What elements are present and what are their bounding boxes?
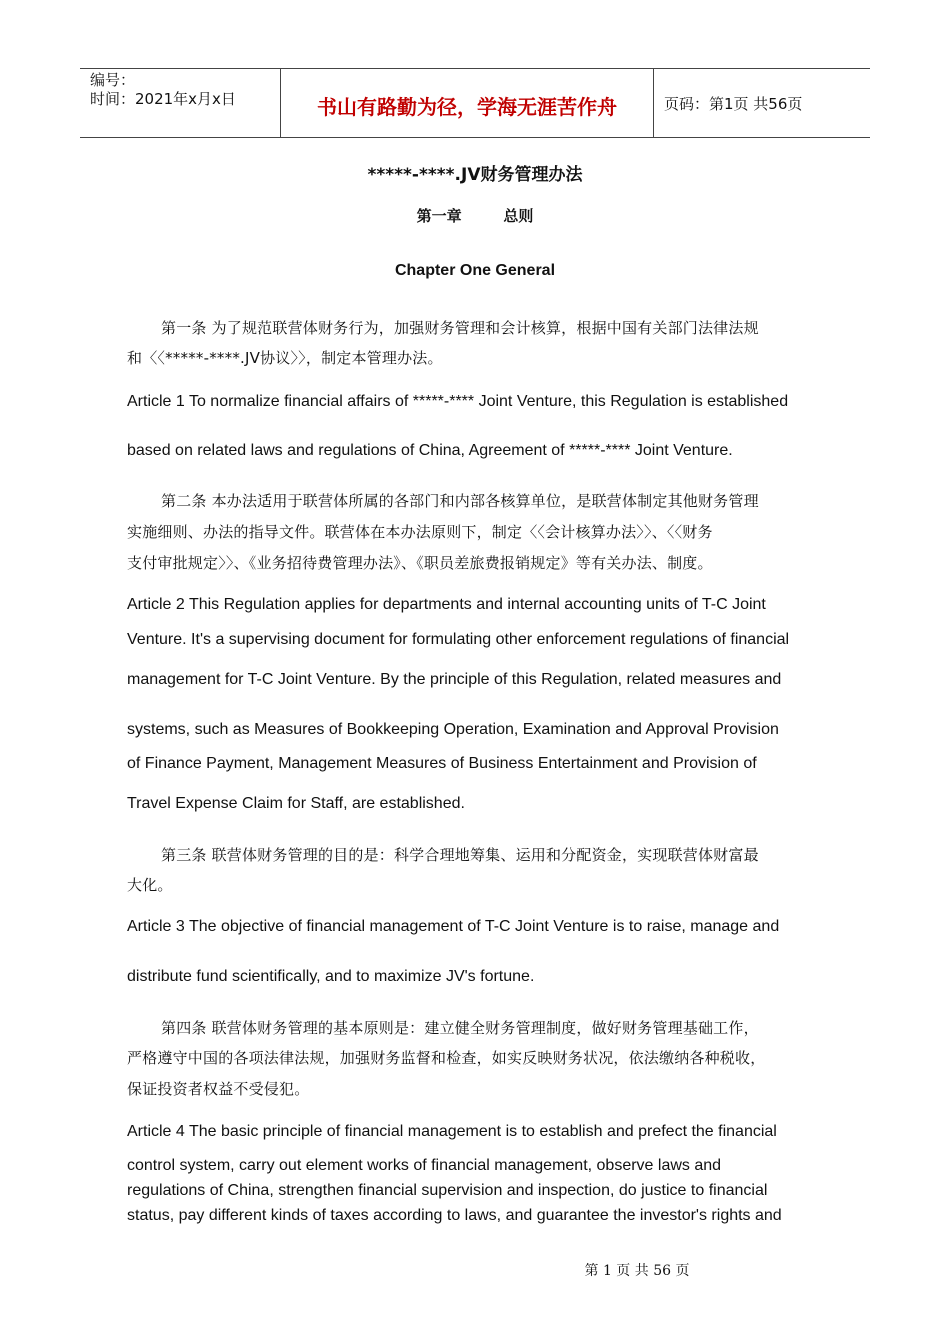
article-2-zh-line: 第二条 本办法适用于联营体所属的各部门和内部各核算单位，是联营体制定其他财务管理 (161, 492, 759, 510)
article-1-en-line: based on related laws and regulations of China, Agreement of *****-**** Joint Venture. (127, 442, 733, 459)
header-meta (80, 69, 281, 137)
article-2-en-line: Travel Expense Claim for Staff, are established. (127, 795, 465, 812)
article-3-zh-line: 大化。 (127, 876, 173, 894)
article-3-zh-line: 第三条 联营体财务管理的目的是：科学合理地筹集、运用和分配资金，实现联营体财富最 (161, 846, 759, 864)
article-4-zh-line: 第四条 联营体财务管理的基本原则是：建立健全财务管理制度，做好财务管理基础工作， (161, 1019, 759, 1037)
article-2-en-line: of Finance Payment, Management Measures of Business Entertainment and Provision of (127, 755, 757, 772)
article-1-zh-line: 和〈〈*****-****.JV协议〉〉，制定本管理办法。 (127, 349, 443, 367)
article-2-zh-line: 实施细则、办法的指导文件。联营体在本办法原则下，制定〈〈会计核算办法〉〉、〈〈财务 (127, 523, 713, 541)
page-header (80, 68, 870, 138)
serial-label: 编号： (90, 71, 136, 89)
article-3-en-line: Article 3 The objective of financial management of T-C Joint Venture is to raise, manage and (127, 918, 780, 935)
article-4-en-line: Article 4 The basic principle of financial management is to establish and prefect the financial (127, 1123, 777, 1140)
page-indicator: 页码：第1页 共56页 (664, 95, 803, 113)
article-4-zh-line: 保证投资者权益不受侵犯。 (127, 1080, 310, 1098)
article-4-en-line: control system, carry out element works of financial management, observe laws and (127, 1157, 722, 1174)
article-2-zh-line: 支付审批规定〉〉、《业务招待费管理办法》、《职员差旅费报销规定》等有关办法、制度。 (127, 554, 713, 572)
header-motto-cell (281, 69, 654, 137)
article-2-en-line: Article 2 This Regulation applies for departments and internal accounting units of T-C Joint (127, 596, 766, 613)
document-title: *****-****.JV财务管理办法 (367, 165, 583, 185)
article-2-en-line: Venture. It's a supervising document for formulating other enforcement regulations of financial (127, 631, 790, 648)
motto: 书山有路勤为径，学海无涯苦作舟 (317, 95, 617, 119)
page-footer: 第 1 页 共 56 页 (584, 1263, 690, 1279)
article-1-zh-line: 第一条 为了规范联营体财务行为，加强财务管理和会计核算，根据中国有关部门法律法规 (161, 319, 759, 337)
article-4-zh-line: 严格遵守中国的各项法律法规，加强财务监督和检查，如实反映财务状况，依法缴纳各种税收， (127, 1049, 766, 1067)
article-4-en-line: status, pay different kinds of taxes according to laws, and guarantee the investor's rights and (127, 1207, 782, 1224)
article-1-en-line: Article 1 To normalize financial affairs of *****-**** Joint Venture, this Regulation is established (127, 393, 789, 410)
article-3-en-line: distribute fund scientifically, and to maximize JV's fortune. (127, 968, 535, 985)
article-2-en-line: management for T-C Joint Venture. By the principle of this Regulation, related measures and (127, 671, 782, 688)
chapter-heading-zh: 第一章 总则 (416, 207, 534, 225)
chapter-heading-en: Chapter One General (394, 262, 556, 279)
date-label: 时间：2021年x月x日 (90, 90, 236, 108)
article-4-en-line: regulations of China, strengthen financial supervision and inspection, do justice to financial (127, 1182, 768, 1199)
article-2-en-line: systems, such as Measures of Bookkeeping Operation, Examination and Approval Provision (127, 721, 779, 738)
